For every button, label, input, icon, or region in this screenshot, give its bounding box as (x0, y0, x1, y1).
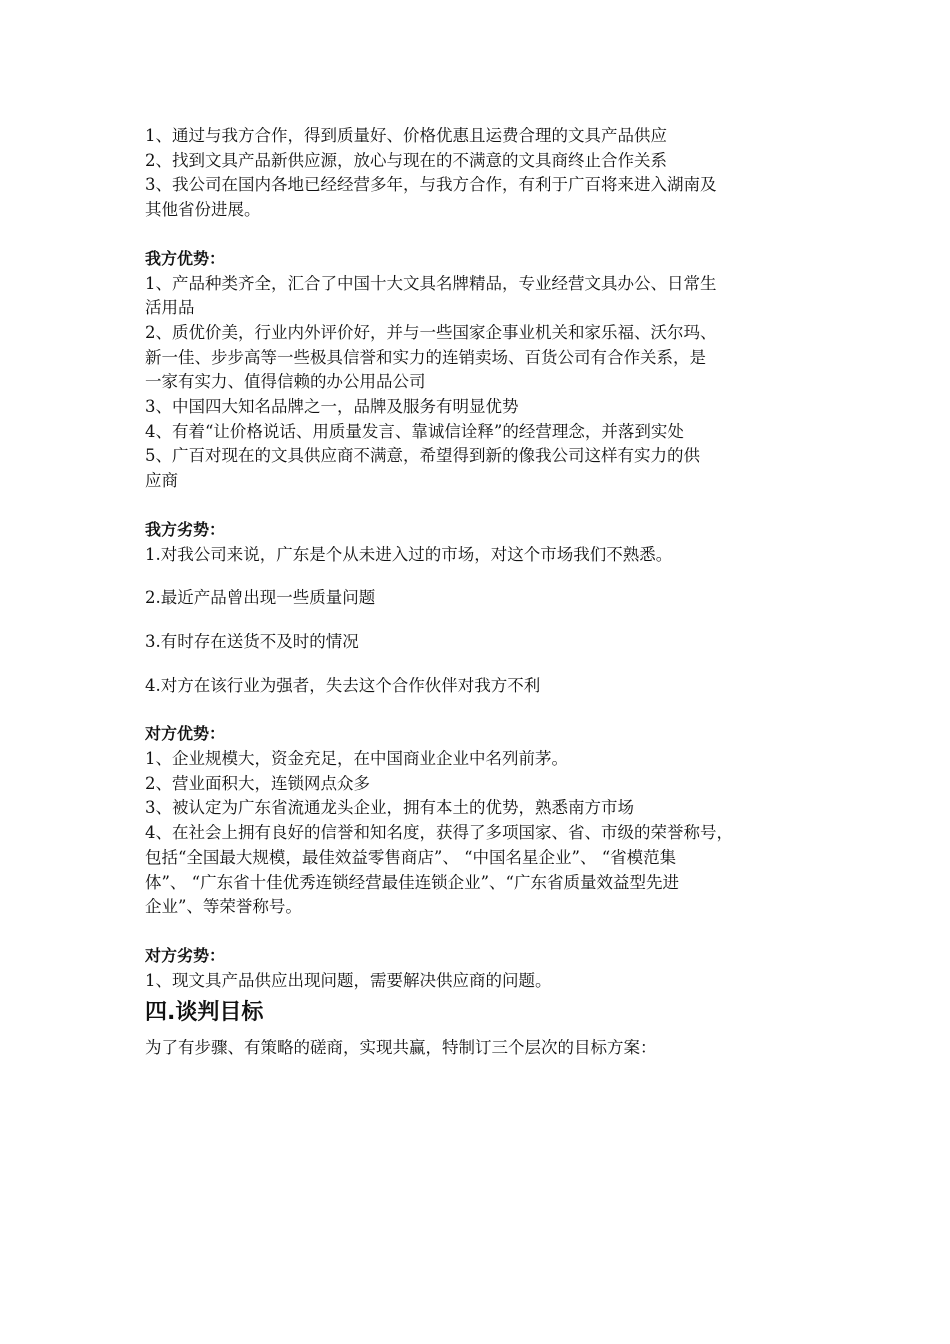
their-strengths-line: 体”、 “广东省十佳优秀连锁经营最佳连锁企业”、“广东省质量效益型先进 (145, 872, 679, 892)
section-4-intro: 为了有步骤、有策略的磋商，实现共赢，特制订三个层次的目标方案： (145, 1038, 657, 1058)
purpose-line-1: 1、通过与我方合作，得到质量好、价格优惠且运费合理的文具产品供应 (145, 126, 667, 145)
their-strengths-heading: 对方优势： (145, 724, 226, 744)
our-weaknesses-section (145, 518, 815, 699)
their-strengths-line: 1、企业规模大，资金充足，在中国商业企业中名列前茅。 (145, 749, 568, 769)
our-strengths-section (145, 247, 815, 494)
their-weaknesses-heading: 对方劣势： (145, 945, 226, 965)
our-strengths-line: 活用品 (145, 298, 195, 318)
our-strengths-line: 新一佳、步步高等一些极具信誉和实力的连销卖场、百货公司有合作关系，是 (145, 347, 706, 367)
our-strengths-line: 4、有着“让价格说话、用质量发言、靠诚信诠释”的经营理念，并落到实处 (145, 421, 684, 441)
their-strengths-section (145, 722, 815, 920)
our-strengths-heading: 我方优势： (145, 248, 226, 268)
negotiation-goals-section (145, 995, 815, 1061)
our-weaknesses-line: 4.对方在该行业为强者，失去这个合作伙伴对我方不利 (145, 675, 541, 695)
their-weaknesses-section (145, 944, 815, 993)
our-weaknesses-line: 3.有时存在送货不及时的情况 (145, 631, 359, 651)
our-strengths-line: 5、广百对现在的文具供应商不满意，希望得到新的像我公司这样有实力的供 (145, 446, 700, 466)
section-4-title: 四.谈判目标 (145, 1000, 264, 1026)
document-page (145, 124, 815, 1061)
purpose-line-2: 2、找到文具产品新供应源，放心与现在的不满意的文具商终止合作关系 (145, 150, 667, 170)
purpose-line-4: 其他省份进展。 (145, 200, 261, 220)
their-strengths-line: 包括“全国最大规模，最佳效益零售商店”、 “中国名星企业”、 “省模范集 (145, 847, 677, 867)
our-strengths-line: 1、产品种类齐全，汇合了中国十大文具名牌精品，专业经营文具办公、日常生 (145, 273, 717, 293)
purpose-line-3: 3、我公司在国内各地已经经营多年，与我方合作，有利于广百将来进入湖南及 (145, 175, 717, 195)
their-strengths-line: 2、营业面积大，连锁网点众多 (145, 773, 370, 793)
their-strengths-line: 4、在社会上拥有良好的信誉和知名度，获得了多项国家、省、市级的荣誉称号， (145, 823, 733, 843)
our-strengths-line: 3、中国四大知名品牌之一，品牌及服务有明显优势 (145, 397, 519, 417)
our-weaknesses-line: 2.最近产品曾出现一些质量问题 (145, 588, 376, 608)
our-strengths-line: 应商 (145, 471, 178, 491)
our-strengths-line: 一家有实力、值得信赖的办公用品公司 (145, 372, 426, 392)
their-strengths-line: 企业”、等荣誉称号。 (145, 897, 302, 917)
their-weaknesses-line: 1、现文具产品供应出现问题，需要解决供应商的问题。 (145, 970, 552, 990)
our-strengths-line: 2、质优价美，行业内外评价好，并与一些国家企事业机关和家乐福、沃尔玛、 (145, 322, 717, 342)
their-strengths-line: 3、被认定为广东省流通龙头企业，拥有本土的优势，熟悉南方市场 (145, 798, 634, 818)
purpose-list (145, 124, 815, 223)
our-weaknesses-line: 1.对我公司来说，广东是个从未进入过的市场，对这个市场我们不熟悉。 (145, 544, 673, 564)
our-weaknesses-heading: 我方劣势： (145, 519, 226, 539)
